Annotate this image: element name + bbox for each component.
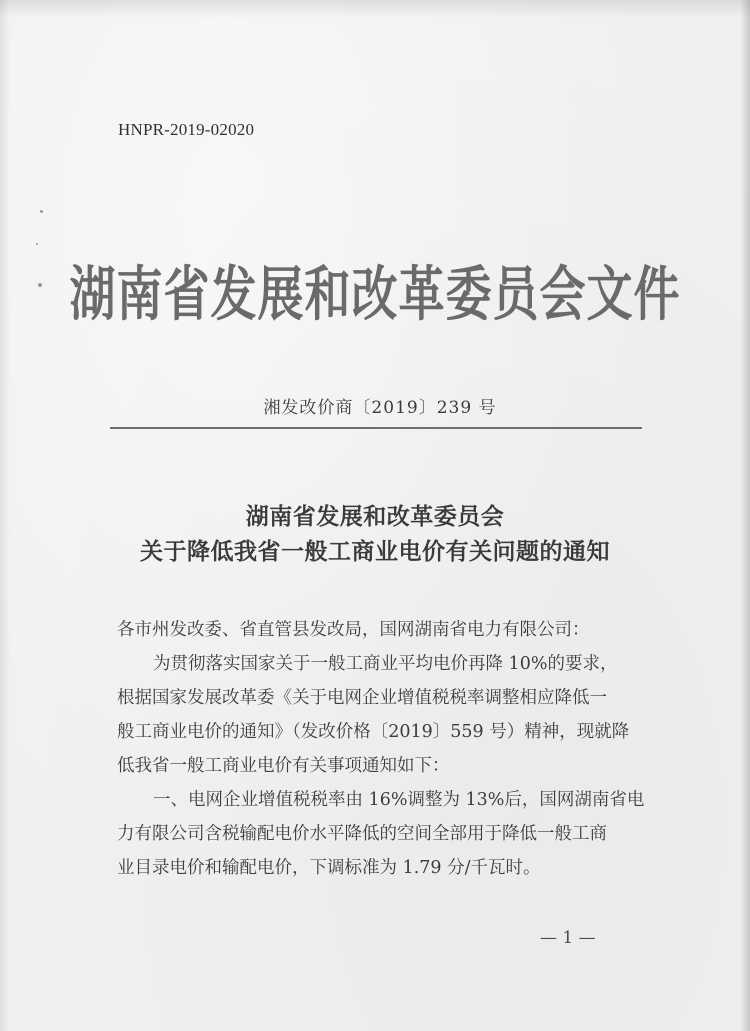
salutation: 各市州发改委、省直管县发改局，国网湖南省电力有限公司： <box>117 620 590 640</box>
scan-speck <box>36 243 38 245</box>
paragraph-1-line: 低我省一般工商业电价有关事项通知如下： <box>117 756 450 776</box>
paragraph-2-line: 一、电网企业增值税税率由 16%调整为 13%后，国网湖南省电 <box>153 790 645 810</box>
paragraph-1-line: 般工商业电价的通知》（发改价格〔2019〕559 号）精神，现就降 <box>117 722 630 742</box>
paragraph-2 <box>117 783 647 885</box>
paragraph-1-line: 根据国家发展改革委《关于电网企业增值税税率调整相应降低一 <box>117 688 607 708</box>
scan-edge-top <box>0 0 750 18</box>
paragraph-2-line: 业目录电价和输配电价，下调标准为 1.79 分/千瓦时。 <box>117 858 541 878</box>
notice-title-line-2: 关于降低我省一般工商业电价有关问题的通知 <box>140 538 610 565</box>
header-divider <box>110 427 642 429</box>
document-id: HNPR-2019-02020 <box>118 120 255 139</box>
document-number: 湘发改价商〔2019〕239 号 <box>263 398 497 418</box>
page-number: — 1 — <box>540 928 596 948</box>
paragraph-2-line: 力有限公司含税输配电价水平降低的空间全部用于降低一般工商 <box>117 824 607 844</box>
paragraph-1 <box>117 647 647 783</box>
issuing-org-header: 湖南省发展和改革委员会文件 <box>69 259 681 329</box>
paragraph-1-line: 为贯彻落实国家关于一般工商业平均电价再降 10%的要求， <box>153 654 618 674</box>
notice-title-line-1: 湖南省发展和改革委员会 <box>245 503 505 530</box>
scan-speck <box>40 210 43 213</box>
